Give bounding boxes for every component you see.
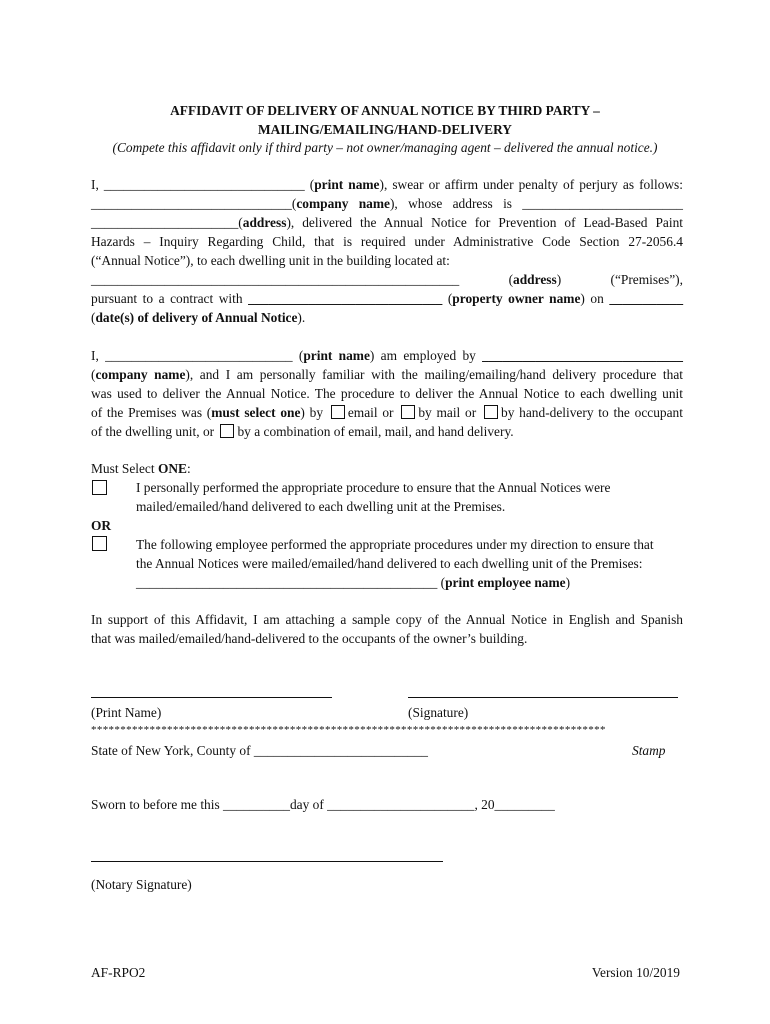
declaration-line-4: Hazards – Inquiry Regarding Child, that is required under Administrative Code Section 27-2056.4 bbox=[91, 234, 683, 249]
employment-line-5: of the dwelling unit, or by a combination of email, mail, and hand delivery. bbox=[91, 424, 514, 439]
employment-line-3: was used to deliver the Annual Notice. The procedure to deliver the Annual Notice to each dwelling unit bbox=[91, 386, 683, 401]
mail-checkbox[interactable] bbox=[401, 405, 415, 419]
county-line: State of New York, County of __________________________ bbox=[91, 743, 428, 758]
employment-paragraph bbox=[91, 346, 683, 441]
option1-line-2: mailed/emailed/hand delivered to each dwelling unit at the Premises. bbox=[136, 499, 506, 514]
notary-signature-rule bbox=[91, 861, 443, 862]
support-paragraph bbox=[91, 610, 683, 648]
form-version: Version 10/2019 bbox=[591, 965, 680, 980]
form-title-line2: MAILING/EMAILING/HAND-DELIVERY bbox=[258, 122, 512, 137]
employment-line-2: (company name), and I am personally familiar with the mailing/emailing/hand delivery procedure that bbox=[91, 367, 683, 382]
option2-line-1: The following employee performed the appropriate procedures under my direction to ensure that bbox=[136, 537, 654, 552]
option1-line-1: I personally performed the appropriate procedure to ensure that the Annual Notices were bbox=[136, 480, 611, 495]
notary-signature-label: (Notary Signature) bbox=[91, 877, 192, 892]
support-line-1: In support of this Affidavit, I am attaching a sample copy of the Annual Notice in English and Spanish bbox=[91, 612, 683, 627]
form-title-line1: AFFIDAVIT OF DELIVERY OF ANNUAL NOTICE BY THIRD PARTY – bbox=[170, 103, 600, 118]
signature-label: (Signature) bbox=[408, 705, 469, 720]
sworn-line: Sworn to before me this __________day of ______________________, 20_________ bbox=[91, 797, 555, 812]
employment-line-4: of the Premises was (must select one) by email or by mail or by hand-delivery to the occupant bbox=[91, 405, 683, 420]
signature-rule bbox=[408, 697, 678, 698]
support-line-2: that was mailed/emailed/hand-delivered to the occupants of the owner’s building. bbox=[91, 631, 528, 646]
option2-line-3: _____________________________________________ (print employee name) bbox=[136, 575, 571, 590]
declaration-line-8: (date(s) of delivery of Annual Notice). bbox=[91, 310, 306, 325]
print-name-label: (Print Name) bbox=[91, 705, 162, 720]
print-name-rule bbox=[91, 697, 332, 698]
hand-delivery-checkbox[interactable] bbox=[484, 405, 498, 419]
personal-delivery-checkbox[interactable] bbox=[92, 480, 107, 495]
declaration-line-5: (“Annual Notice”), to each dwelling unit in the building located at: bbox=[91, 253, 450, 268]
declaration-line-1: I, ______________________________ (print name), swear or affirm under penalty of perjury as follows: bbox=[91, 177, 683, 192]
employee-delivery-checkbox[interactable] bbox=[92, 536, 107, 551]
form-subtitle: (Compete this affidavit only if third party – not owner/managing agent – delivered the annual notice.) bbox=[112, 140, 658, 155]
form-id: AF-RPO2 bbox=[91, 965, 146, 980]
stamp-label: Stamp bbox=[632, 743, 666, 758]
declaration-line-2: ______________________________(company name), whose address is ________________________ bbox=[91, 196, 683, 211]
declaration-line-3: ______________________(address), delivered the Annual Notice for Prevention of Lead-Based Paint bbox=[91, 215, 683, 230]
email-checkbox[interactable] bbox=[331, 405, 345, 419]
must-select-label: Must Select ONE: bbox=[91, 461, 191, 476]
declaration-line-6: _______________________________________________________ (address) (“Premises”), bbox=[91, 272, 683, 287]
option2-line-2: the Annual Notices were mailed/emailed/hand delivered to each dwelling unit of the Premises: bbox=[136, 556, 643, 571]
separator-stars: **************************************************************************************** bbox=[91, 724, 606, 736]
declaration-line-7: pursuant to a contract with _____________________________ (property owner name) on ___________ bbox=[91, 291, 684, 306]
employment-line-1: I, ____________________________ (print name) am employed by ______________________________ bbox=[91, 348, 683, 363]
declaration-paragraph bbox=[91, 175, 683, 327]
combination-checkbox[interactable] bbox=[220, 424, 234, 438]
or-label: OR bbox=[91, 518, 112, 533]
